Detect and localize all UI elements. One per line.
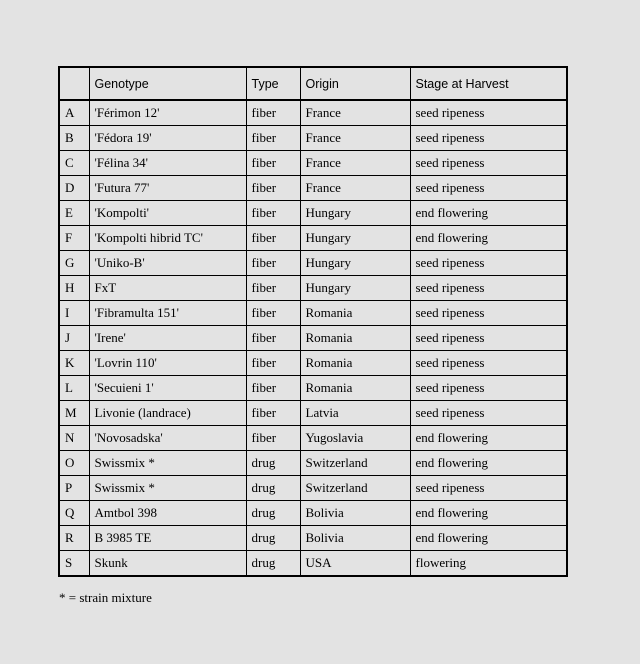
header-origin: Origin [300, 67, 410, 100]
table-row [59, 226, 567, 251]
cell-type: fiber [246, 226, 300, 251]
cell-id: C [59, 151, 89, 176]
cell-genotype: Amtbol 398 [89, 501, 246, 526]
cell-stage: seed ripeness [410, 376, 567, 401]
cell-stage: flowering [410, 551, 567, 577]
cell-stage: seed ripeness [410, 476, 567, 501]
cell-stage: seed ripeness [410, 301, 567, 326]
cell-stage: seed ripeness [410, 100, 567, 126]
cell-genotype: Swissmix * [89, 476, 246, 501]
cell-id: A [59, 100, 89, 126]
cell-stage: end flowering [410, 451, 567, 476]
cell-type: drug [246, 476, 300, 501]
table-row [59, 201, 567, 226]
cell-stage: seed ripeness [410, 126, 567, 151]
cell-origin: France [300, 176, 410, 201]
table-row [59, 501, 567, 526]
cell-genotype: 'Fibramulta 151' [89, 301, 246, 326]
cell-id: I [59, 301, 89, 326]
cell-origin: France [300, 100, 410, 126]
header-type: Type [246, 67, 300, 100]
cell-origin: Switzerland [300, 451, 410, 476]
table-row [59, 401, 567, 426]
cell-id: Q [59, 501, 89, 526]
cell-origin: Yugoslavia [300, 426, 410, 451]
cell-genotype: FxT [89, 276, 246, 301]
cell-genotype: 'Secuieni 1' [89, 376, 246, 401]
cell-origin: Hungary [300, 276, 410, 301]
cell-id: F [59, 226, 89, 251]
cell-genotype: 'Fédora 19' [89, 126, 246, 151]
cell-stage: end flowering [410, 426, 567, 451]
footnote: * = strain mixture [59, 590, 152, 605]
table-row [59, 551, 567, 577]
cell-id: N [59, 426, 89, 451]
cell-type: drug [246, 501, 300, 526]
cell-type: drug [246, 451, 300, 476]
table-row [59, 151, 567, 176]
cell-type: fiber [246, 376, 300, 401]
table-row [59, 176, 567, 201]
header-stage: Stage at Harvest [410, 67, 567, 100]
table-row [59, 351, 567, 376]
cell-genotype: B 3985 TE [89, 526, 246, 551]
cell-origin: Switzerland [300, 476, 410, 501]
cell-type: fiber [246, 100, 300, 126]
cell-id: M [59, 401, 89, 426]
cell-type: drug [246, 526, 300, 551]
cell-id: O [59, 451, 89, 476]
cell-origin: France [300, 126, 410, 151]
cell-id: J [59, 326, 89, 351]
cell-type: fiber [246, 426, 300, 451]
cell-type: fiber [246, 276, 300, 301]
cell-stage: end flowering [410, 501, 567, 526]
cell-origin: USA [300, 551, 410, 577]
cell-id: B [59, 126, 89, 151]
cell-type: fiber [246, 251, 300, 276]
cell-id: E [59, 201, 89, 226]
cell-genotype: 'Novosadska' [89, 426, 246, 451]
table-row [59, 426, 567, 451]
cell-genotype: Skunk [89, 551, 246, 577]
cell-stage: seed ripeness [410, 251, 567, 276]
cell-stage: end flowering [410, 201, 567, 226]
table-row [59, 126, 567, 151]
cell-genotype: 'Kompolti hibrid TC' [89, 226, 246, 251]
table-row [59, 251, 567, 276]
cell-genotype: Livonie (landrace) [89, 401, 246, 426]
cell-id: K [59, 351, 89, 376]
cell-stage: end flowering [410, 226, 567, 251]
cell-genotype: 'Futura 77' [89, 176, 246, 201]
cell-origin: Hungary [300, 226, 410, 251]
cell-stage: seed ripeness [410, 326, 567, 351]
cell-origin: Romania [300, 351, 410, 376]
table-row [59, 526, 567, 551]
table-row [59, 301, 567, 326]
cell-stage: seed ripeness [410, 401, 567, 426]
header-id [59, 67, 89, 100]
cell-type: fiber [246, 301, 300, 326]
table-row [59, 276, 567, 301]
table-row [59, 451, 567, 476]
cell-origin: Romania [300, 301, 410, 326]
cell-genotype: Swissmix * [89, 451, 246, 476]
cell-origin: Hungary [300, 251, 410, 276]
cell-type: fiber [246, 126, 300, 151]
cell-stage: seed ripeness [410, 351, 567, 376]
table-row [59, 476, 567, 501]
cell-id: G [59, 251, 89, 276]
cell-stage: end flowering [410, 526, 567, 551]
cell-type: fiber [246, 151, 300, 176]
cell-id: S [59, 551, 89, 577]
cell-genotype: 'Irene' [89, 326, 246, 351]
cell-id: L [59, 376, 89, 401]
cell-stage: seed ripeness [410, 151, 567, 176]
table-row [59, 376, 567, 401]
cell-id: P [59, 476, 89, 501]
cell-origin: Hungary [300, 201, 410, 226]
cell-genotype: 'Félina 34' [89, 151, 246, 176]
cell-id: R [59, 526, 89, 551]
cell-genotype: 'Férimon 12' [89, 100, 246, 126]
cell-type: fiber [246, 326, 300, 351]
table-row [59, 100, 567, 126]
cell-genotype: 'Uniko-B' [89, 251, 246, 276]
cell-id: D [59, 176, 89, 201]
cell-origin: Latvia [300, 401, 410, 426]
header-genotype: Genotype [89, 67, 246, 100]
cell-origin: Romania [300, 376, 410, 401]
table-row [59, 326, 567, 351]
cell-id: H [59, 276, 89, 301]
cell-stage: seed ripeness [410, 276, 567, 301]
cell-origin: France [300, 151, 410, 176]
cell-type: fiber [246, 201, 300, 226]
cell-type: fiber [246, 351, 300, 376]
cell-origin: Romania [300, 326, 410, 351]
cell-stage: seed ripeness [410, 176, 567, 201]
cell-type: fiber [246, 176, 300, 201]
cell-origin: Bolivia [300, 501, 410, 526]
table-header-row [59, 67, 567, 100]
cell-origin: Bolivia [300, 526, 410, 551]
cell-type: drug [246, 551, 300, 577]
cell-genotype: 'Lovrin 110' [89, 351, 246, 376]
table-body [59, 100, 567, 576]
cell-genotype: 'Kompolti' [89, 201, 246, 226]
genotype-table [58, 66, 568, 577]
cell-type: fiber [246, 401, 300, 426]
genotype-table-container [58, 66, 566, 577]
